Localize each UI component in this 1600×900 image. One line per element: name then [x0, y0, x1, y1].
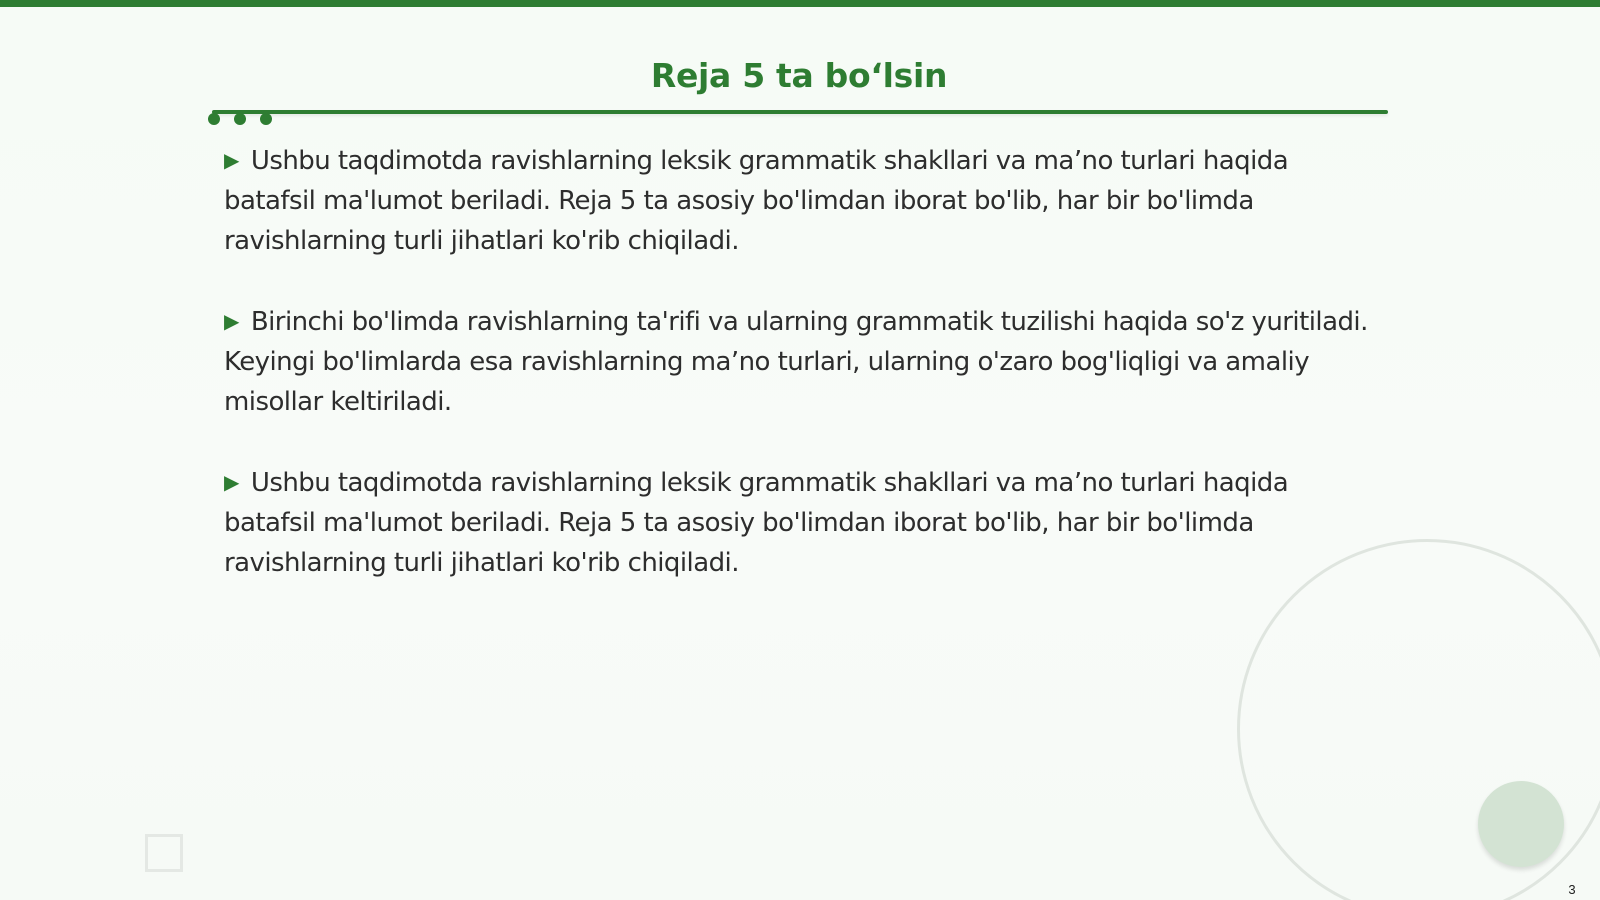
triangle-right-icon: ▶	[224, 309, 239, 333]
bullet-paragraph-2	[224, 301, 1384, 422]
paragraph-text: Birinchi bo'limda ravishlarning ta'rifi va ularning grammatik tuzilishi haqida so'z yuritiladi. Keyingi bo'limlarda esa ravishlarning ma’no turlari, ularning o'zaro bog'liqligi va amaliy misollar keltiriladi.	[224, 307, 1368, 417]
bullet-paragraph-3	[224, 462, 1384, 583]
page-number: 3	[1568, 882, 1576, 897]
paragraph-text: Ushbu taqdimotda ravishlarning leksik grammatik shakllari va ma’no turlari haqida batafsil ma'lumot beriladi. Reja 5 ta asosiy bo'limdan iborat bo'lib, har bir bo'limda ravishlarning turli jihatlari ko'rib chiqiladi.	[224, 146, 1289, 256]
decor-dot	[234, 113, 246, 125]
decor-square	[145, 834, 183, 872]
decor-ball	[1478, 781, 1564, 867]
slide-title: Reja 5 ta bo‘lsin	[650, 56, 948, 95]
top-accent-bar	[0, 0, 1600, 7]
paragraph-text: Ushbu taqdimotda ravishlarning leksik grammatik shakllari va ma’no turlari haqida batafsil ma'lumot beriladi. Reja 5 ta asosiy bo'limdan iborat bo'lib, har bir bo'limda ravishlarning turli jihatlari ko'rib chiqiladi.	[224, 468, 1289, 578]
bullet-paragraph-1	[224, 140, 1384, 261]
bullet-list	[224, 140, 1384, 623]
decor-dot	[208, 113, 220, 125]
triangle-right-icon: ▶	[224, 470, 239, 494]
triangle-right-icon: ▶	[224, 148, 239, 172]
title-underline	[212, 110, 1388, 114]
decor-dot	[260, 113, 272, 125]
